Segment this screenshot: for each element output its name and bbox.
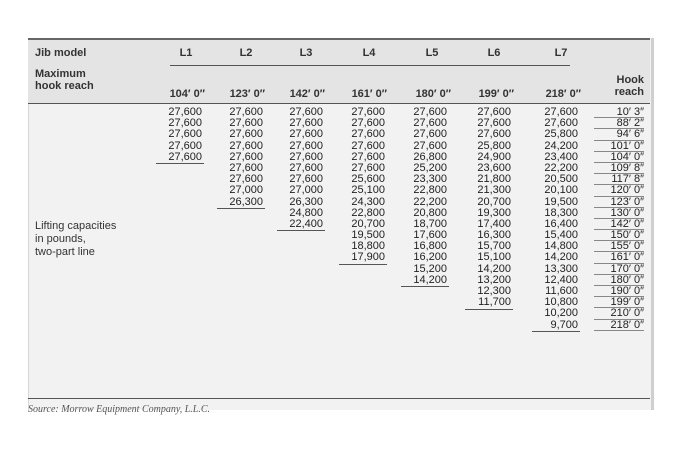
capacity-cell: 22,800 xyxy=(351,206,385,219)
capacity-cell: 27,600 xyxy=(168,106,202,118)
capacity-cell: 27,600 xyxy=(289,161,323,174)
capacity-cell: 16,300 xyxy=(477,229,511,242)
capacity-cell: 27,600 xyxy=(351,139,385,152)
capacity-cell: 15,400 xyxy=(544,229,578,242)
table-top-rule xyxy=(28,38,650,40)
capacity-cell: 16,800 xyxy=(413,240,447,253)
capacity-cell: 27,600 xyxy=(168,117,202,130)
capacity-column-l4 xyxy=(339,107,385,264)
max-reach-l5: 180′ 0″ xyxy=(415,88,451,100)
capacity-cell: 11,700 xyxy=(478,296,511,309)
max-reach-l1: 104′ 0″ xyxy=(169,88,205,100)
hook-reach-header-line-2: reach xyxy=(614,86,644,98)
table-bottom-rule xyxy=(28,398,650,399)
model-header-l7: L7 xyxy=(554,47,568,59)
capacity-cell: 16,200 xyxy=(413,251,447,264)
capacity-cell: 21,800 xyxy=(477,173,511,186)
capacity-cell: 27,600 xyxy=(351,106,385,118)
capacity-cell: 18,800 xyxy=(351,240,385,253)
model-header-l6: L6 xyxy=(487,47,501,59)
capacity-cell: 20,700 xyxy=(351,217,385,230)
capacity-cell: 16,400 xyxy=(544,217,578,230)
capacity-cell: 27,600 xyxy=(168,128,202,141)
capacity-cell: 19,500 xyxy=(544,195,578,208)
capacity-cell: 27,600 xyxy=(289,139,323,152)
capacity-cell: 14,200 xyxy=(413,273,447,286)
capacity-cell: 24,900 xyxy=(477,150,511,163)
capacity-cell: 19,300 xyxy=(477,206,511,219)
capacity-cell: 23,400 xyxy=(544,150,578,163)
capacity-cell: 13,300 xyxy=(544,262,578,275)
column-end-rule xyxy=(156,163,204,164)
capacity-cell: 27,600 xyxy=(544,106,578,118)
model-header-l5: L5 xyxy=(425,47,439,59)
hook-reach-cell: 155′ 0″ xyxy=(594,241,644,252)
capacity-cell: 24,200 xyxy=(544,139,578,152)
capacity-cell: 27,600 xyxy=(351,150,385,163)
capacity-cell: 12,400 xyxy=(544,273,578,286)
capacity-cell: 27,600 xyxy=(229,173,263,186)
max-reach-l2: 123′ 0″ xyxy=(229,88,265,100)
capacity-cell: 27,600 xyxy=(229,117,263,130)
capacity-cell: 26,300 xyxy=(289,195,323,208)
hook-reach-cell: 170′ 0″ xyxy=(594,264,644,275)
hook-reach-cell: 94′ 6″ xyxy=(594,129,644,140)
hook-reach-cell: 190′ 0″ xyxy=(594,286,644,297)
capacity-cell: 25,800 xyxy=(477,139,511,152)
capacity-cell: 27,600 xyxy=(229,150,263,163)
capacity-cell: 20,800 xyxy=(413,206,447,219)
max-hook-reach-label xyxy=(35,68,94,92)
capacity-cell: 27,600 xyxy=(544,117,578,130)
capacity-cell: 13,200 xyxy=(477,273,511,286)
hook-reach-cell: 10′ 3″ xyxy=(594,107,644,118)
max-reach-l4: 161′ 0″ xyxy=(351,88,387,100)
jib-model-label: Jib model xyxy=(35,47,87,59)
capacity-cell: 22,800 xyxy=(413,184,447,197)
hook-reach-cell: 210′ 0″ xyxy=(594,308,644,319)
hook-reach-cell: 180′ 0″ xyxy=(594,275,644,286)
capacity-cell: 27,600 xyxy=(289,117,323,130)
capacity-cell: 26,800 xyxy=(413,150,447,163)
hook-reach-cell: 142′ 0″ xyxy=(594,219,644,230)
column-end-rule xyxy=(465,309,513,310)
hook-reach-header xyxy=(592,74,644,98)
hook-reach-cell: 130′ 0″ xyxy=(594,208,644,219)
model-header-l1: L1 xyxy=(179,47,193,59)
model-header-l3: L3 xyxy=(299,47,313,59)
capacity-cell: 27,600 xyxy=(351,128,385,141)
hook-reach-cell: 109′ 8″ xyxy=(594,163,644,174)
max-reach-l7: 218′ 0″ xyxy=(545,88,581,100)
capacity-column-l2 xyxy=(217,107,263,208)
capacity-description-line-2: in pounds, xyxy=(35,233,86,245)
capacity-cell: 27,600 xyxy=(289,106,323,118)
source-note: Source: Morrow Equipment Company, L.L.C. xyxy=(28,404,211,415)
capacity-cell: 27,600 xyxy=(477,117,511,130)
hook-reach-cell: 199′ 0″ xyxy=(594,297,644,308)
max-hook-reach-line-1: Maximum xyxy=(35,68,86,80)
capacity-cell: 27,600 xyxy=(351,161,385,174)
capacity-column-l1 xyxy=(156,107,202,163)
capacity-cell: 23,300 xyxy=(413,173,447,186)
hook-reach-column xyxy=(594,107,644,331)
capacity-cell: 25,200 xyxy=(413,161,447,174)
column-end-rule xyxy=(401,286,449,287)
capacity-cell: 27,600 xyxy=(229,128,263,141)
capacity-cell: 15,700 xyxy=(477,240,511,253)
capacity-description-line-3: two-part line xyxy=(35,246,95,258)
capacity-column-l7 xyxy=(532,107,578,331)
hook-reach-cell: 123′ 0″ xyxy=(594,197,644,208)
capacity-cell: 27,600 xyxy=(168,150,202,163)
capacity-cell: 27,600 xyxy=(413,117,447,130)
capacity-cell: 24,800 xyxy=(289,206,323,219)
column-end-rule xyxy=(277,230,325,231)
capacity-column-l3 xyxy=(277,107,323,230)
capacity-cell: 22,200 xyxy=(544,161,578,174)
capacity-cell: 27,600 xyxy=(168,139,202,152)
header-bottom-rule xyxy=(28,103,650,104)
capacity-cell: 20,100 xyxy=(544,184,578,197)
capacity-cell: 27,600 xyxy=(229,139,263,152)
model-header-l4: L4 xyxy=(362,47,376,59)
capacity-cell: 21,300 xyxy=(477,184,511,197)
hook-reach-cell: 120′ 0″ xyxy=(594,185,644,196)
capacity-cell: 17,400 xyxy=(477,217,511,230)
capacity-cell: 25,800 xyxy=(544,128,578,141)
capacity-cell: 20,700 xyxy=(477,195,511,208)
capacity-cell: 14,800 xyxy=(544,240,578,253)
capacity-cell: 27,600 xyxy=(477,106,511,118)
capacity-cell: 27,600 xyxy=(413,139,447,152)
capacity-cell: 14,200 xyxy=(477,262,511,275)
hook-reach-cell: 104′ 0″ xyxy=(594,152,644,163)
capacity-cell: 27,000 xyxy=(289,184,323,197)
capacity-cell: 27,000 xyxy=(229,184,263,197)
capacity-cell: 9,700 xyxy=(550,318,578,331)
capacity-description-line-1: Lifting capacities xyxy=(35,220,117,232)
column-end-rule xyxy=(339,264,387,265)
capacity-cell: 27,600 xyxy=(229,161,263,174)
model-header-rule xyxy=(170,65,570,66)
capacity-cell: 19,500 xyxy=(351,229,385,242)
column-end-rule xyxy=(217,208,265,209)
capacity-description xyxy=(35,220,116,259)
hook-reach-cell: 161′ 0″ xyxy=(594,252,644,263)
capacity-cell: 27,600 xyxy=(413,128,447,141)
capacity-cell: 20,500 xyxy=(544,173,578,186)
capacity-cell: 18,300 xyxy=(544,206,578,219)
hook-reach-cell: 101′ 0″ xyxy=(594,141,644,152)
capacity-cell: 26,300 xyxy=(229,195,263,208)
capacity-column-l6 xyxy=(465,107,511,308)
capacity-cell: 27,600 xyxy=(289,128,323,141)
capacity-cell: 25,100 xyxy=(351,184,385,197)
capacity-cell: 12,300 xyxy=(477,285,511,297)
capacity-cell: 27,600 xyxy=(413,106,447,118)
max-reach-l6: 199′ 0″ xyxy=(478,88,514,100)
capacity-cell: 18,700 xyxy=(413,217,447,230)
capacity-column-l5 xyxy=(401,107,447,286)
capacity-cell: 22,200 xyxy=(413,195,447,208)
hook-reach-header-line-1: Hook xyxy=(616,74,644,86)
capacity-cell: 14,200 xyxy=(544,251,578,264)
capacity-cell: 27,600 xyxy=(289,173,323,186)
capacity-cell: 15,200 xyxy=(413,262,447,275)
capacity-cell: 11,600 xyxy=(545,285,578,297)
capacity-cell: 27,600 xyxy=(229,106,263,118)
capacity-cell: 17,600 xyxy=(413,229,447,242)
capacity-cell: 27,600 xyxy=(351,117,385,130)
capacity-cell: 17,900 xyxy=(351,251,385,264)
column-end-rule xyxy=(532,331,580,332)
max-hook-reach-line-2: hook reach xyxy=(35,80,94,92)
hook-reach-cell: 88′ 2″ xyxy=(594,118,644,129)
capacity-cell: 27,600 xyxy=(289,150,323,163)
capacity-cell: 22,400 xyxy=(289,217,323,230)
capacity-cell: 15,100 xyxy=(477,251,511,264)
hook-reach-cell: 117′ 8″ xyxy=(594,174,644,185)
capacity-cell: 27,600 xyxy=(477,128,511,141)
capacity-cell: 23,600 xyxy=(477,161,511,174)
model-header-l2: L2 xyxy=(239,47,253,59)
capacity-cell: 10,200 xyxy=(544,307,578,320)
capacity-cell: 10,800 xyxy=(544,296,578,309)
capacity-cell: 25,600 xyxy=(351,173,385,186)
hook-reach-cell: 150′ 0″ xyxy=(594,230,644,241)
max-reach-l3: 142′ 0″ xyxy=(289,88,325,100)
hook-reach-cell: 218′ 0″ xyxy=(594,320,644,331)
capacity-cell: 24,300 xyxy=(351,195,385,208)
